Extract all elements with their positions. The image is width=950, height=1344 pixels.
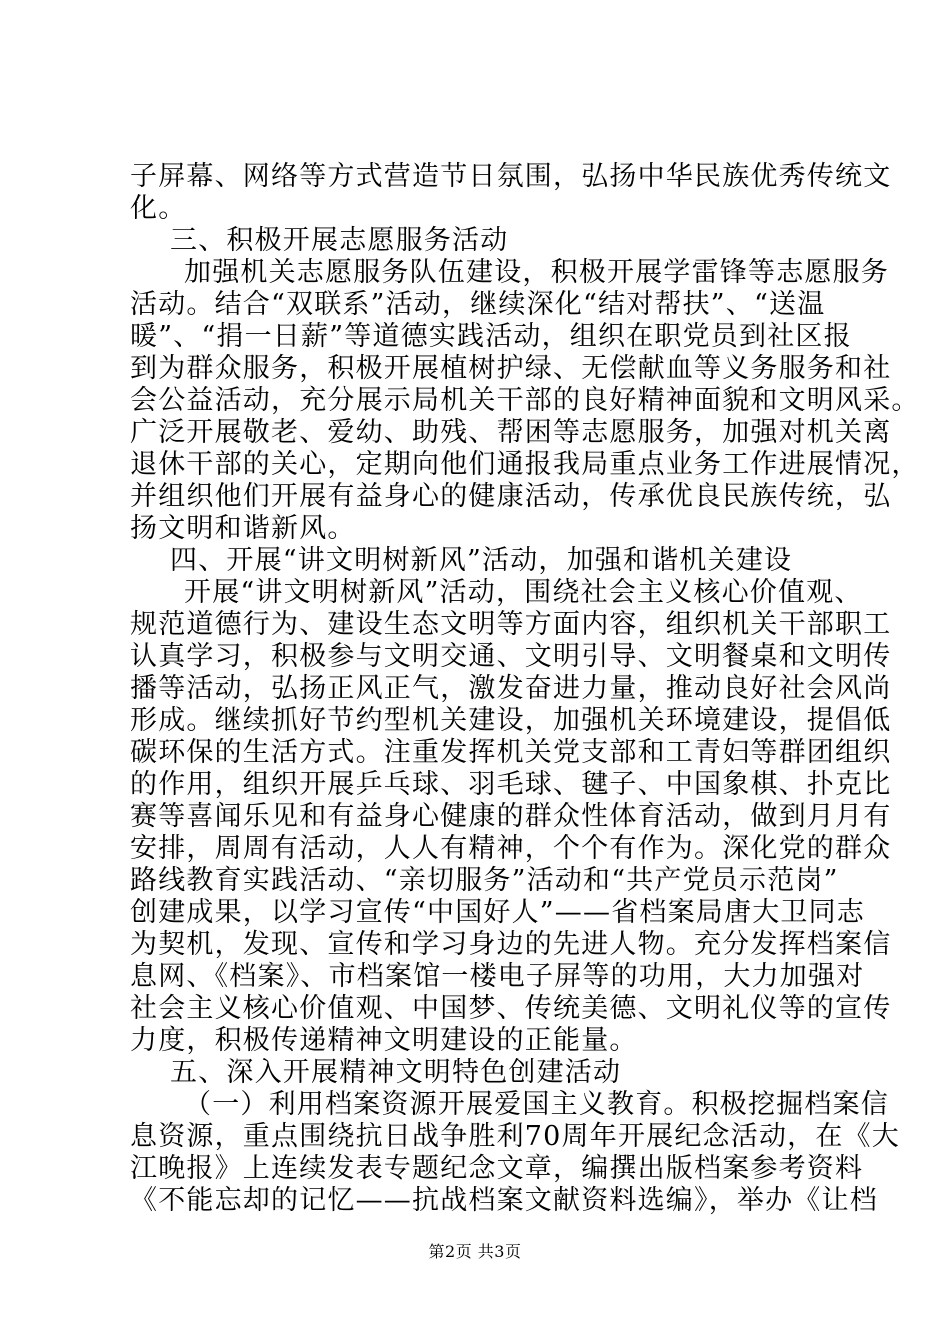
- page-footer: 第2页 共3页: [428, 1242, 522, 1261]
- text-line: 《不能忘却的记忆——抗战档案文献资料选编》，举办《让档: [130, 1185, 878, 1216]
- text-line: 扬文明和谐新风。: [130, 513, 356, 544]
- text-line: 子屏幕、网络等方式营造节日氛围，弘扬中华民族优秀传统文: [130, 161, 892, 192]
- text-line: 力度，积极传递精神文明建设的正能量。: [130, 1025, 638, 1056]
- text-line: 息网、《档案》、市档案馆一楼电子屏等的功用，大力加强对: [130, 961, 865, 992]
- text-line: 认真学习，积极参与文明交通、文明引导、文明餐桌和文明传: [130, 641, 892, 672]
- text-line: 形成。继续抓好节约型机关建设，加强机关环境建设，提倡低: [130, 705, 892, 736]
- text-line: 安排，周周有活动，人人有精神，个个有作为。深化党的群众: [130, 833, 892, 864]
- text-line: 会公益活动，充分展示局机关干部的良好精神面貌和文明风采。: [130, 385, 920, 416]
- text-line: 并组织他们开展有益身心的健康活动，传承优良民族传统，弘: [130, 481, 892, 512]
- text-line: 暖”、“捐一日薪”等道德实践活动，组织在职党员到社区报: [130, 321, 852, 352]
- text-line: 广泛开展敬老、爱幼、助残、帮困等志愿服务，加强对机关离: [130, 417, 892, 448]
- text-line: 息资源，重点围绕抗日战争胜利70周年开展纪念活动，在《大: [130, 1121, 900, 1152]
- text-line: 加强机关志愿服务队伍建设，积极开展学雷锋等志愿服务: [184, 257, 889, 288]
- text-line: 的作用，组织开展乒乓球、羽毛球、毽子、中国象棋、扑克比: [130, 769, 892, 800]
- text-line: 到为群众服务，积极开展植树护绿、无偿献血等义务服务和社: [130, 353, 892, 384]
- text-line: 规范道德行为、建设生态文明等方面内容，组织机关干部职工: [130, 609, 892, 640]
- text-line: （一）利用档案资源开展爱国主义教育。积极挖掘档案信: [184, 1089, 889, 1120]
- text-line: 创建成果，以学习宣传“中国好人”——省档案局唐大卫同志: [130, 897, 866, 928]
- text-line: 退休干部的关心，定期向他们通报我局重点业务工作进展情况，: [130, 449, 920, 480]
- text-line: 碳环保的生活方式。注重发挥机关党支部和工青妇等群团组织: [130, 737, 892, 768]
- text-line: 播等活动，弘扬正风正气，激发奋进力量，推动良好社会风尚: [130, 673, 892, 704]
- text-line: 为契机，发现、宣传和学习身边的先进人物。充分发挥档案信: [130, 929, 892, 960]
- text-line: 开展“讲文明树新风”活动，围绕社会主义核心价值观、: [184, 577, 863, 608]
- text-line: 四、开展“讲文明树新风”活动，加强和谐机关建设: [170, 545, 793, 576]
- text-line: 江晚报》上连续发表专题纪念文章，编撰出版档案参考资料: [130, 1153, 864, 1184]
- text-line: 三、积极开展志愿服务活动: [170, 225, 509, 256]
- text-line: 活动。结合“双联系”活动，继续深化“结对帮扶”、“送温: [130, 289, 826, 320]
- text-line: 社会主义核心价值观、中国梦、传统美德、文明礼仪等的宣传: [130, 993, 892, 1024]
- text-line: 路线教育实践活动、“亲切服务”活动和“共产党员示范岗”: [130, 865, 839, 896]
- text-line: 五、深入开展精神文明特色创建活动: [170, 1057, 622, 1088]
- text-line: 赛等喜闻乐见和有益身心健康的群众性体育活动，做到月月有: [130, 801, 892, 832]
- text-line: 化。: [130, 193, 187, 224]
